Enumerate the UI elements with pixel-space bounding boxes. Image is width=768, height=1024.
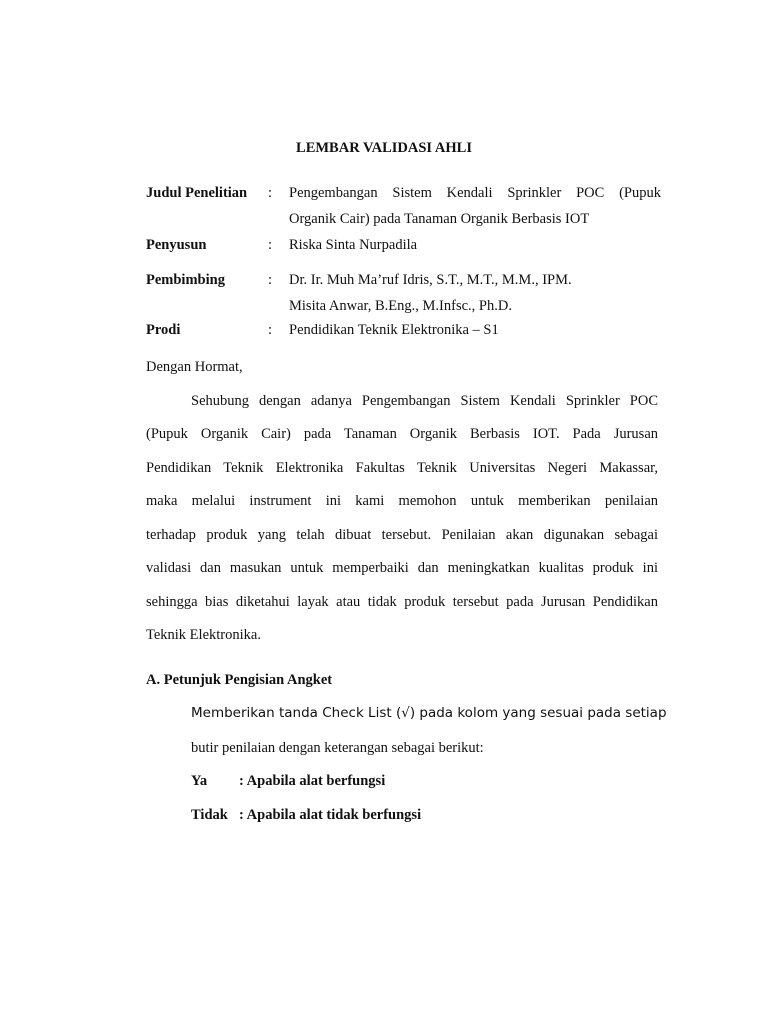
prodi-colon: : — [268, 322, 273, 338]
section-a-instruction-line2: butir penilaian dengan keterangan sebagai berikut: — [191, 740, 484, 756]
penyusun-value: Riska Sinta Nurpadila — [289, 237, 418, 253]
paragraph-line: terhadap produk yang telah dibuat tersebut. Penilaian akan digunakan sebagai — [146, 527, 658, 543]
prodi-label: Prodi — [146, 322, 181, 338]
pembimbing-value-line1: Dr. Ir. Muh Ma’ruf Idris, S.T., M.T., M.M., IPM. — [289, 272, 572, 288]
paragraph-line: Teknik Elektronika. — [146, 627, 261, 643]
pembimbing-value-line2: Misita Anwar, B.Eng., M.Infsc., Ph.D. — [289, 298, 512, 314]
paragraph-line: (Pupuk Organik Cair) pada Tanaman Organik Berbasis IOT. Pada Jurusan — [146, 426, 658, 442]
paragraph-line: Sehubung dengan adanya Pengembangan Sistem Kendali Sprinkler POC — [191, 393, 658, 409]
greeting: Dengan Hormat, — [146, 359, 243, 375]
pembimbing-label: Pembimbing — [146, 272, 225, 288]
penyusun-label: Penyusun — [146, 237, 207, 253]
paragraph-line: Pendidikan Teknik Elektronika Fakultas Teknik Universitas Negeri Makassar, — [146, 460, 658, 476]
pembimbing-colon: : — [268, 272, 273, 288]
paragraph-line: validasi dan masukan untuk memperbaiki dan meningkatkan kualitas produk ini — [146, 560, 658, 576]
paragraph-line: maka melalui instrument ini kami memohon untuk memberikan penilaian — [146, 493, 658, 509]
tidak-description: : Apabila alat tidak berfungsi — [239, 807, 422, 823]
tidak-label: Tidak — [191, 807, 228, 823]
section-a-heading: A. Petunjuk Pengisian Angket — [146, 672, 333, 688]
ya-description: : Apabila alat berfungsi — [239, 773, 386, 789]
ya-label: Ya — [191, 773, 208, 789]
judul-value-line1: Pengembangan Sistem Kendali Sprinkler POC (Pupuk — [289, 185, 661, 201]
prodi-value: Pendidikan Teknik Elektronika – S1 — [289, 322, 499, 338]
document-title: LEMBAR VALIDASI AHLI — [296, 140, 472, 156]
penyusun-colon: : — [268, 237, 273, 253]
judul-label: Judul Penelitian — [146, 185, 248, 201]
judul-value-line2: Organik Cair) pada Tanaman Organik Berbasis IOT — [289, 211, 590, 227]
judul-colon: : — [268, 185, 273, 201]
paragraph-line: sehingga bias diketahui layak atau tidak produk tersebut pada Jurusan Pendidikan — [146, 594, 658, 610]
section-a-instruction-line1: Memberikan tanda Check List (√) pada kolom yang sesuai pada setiap — [191, 705, 667, 721]
